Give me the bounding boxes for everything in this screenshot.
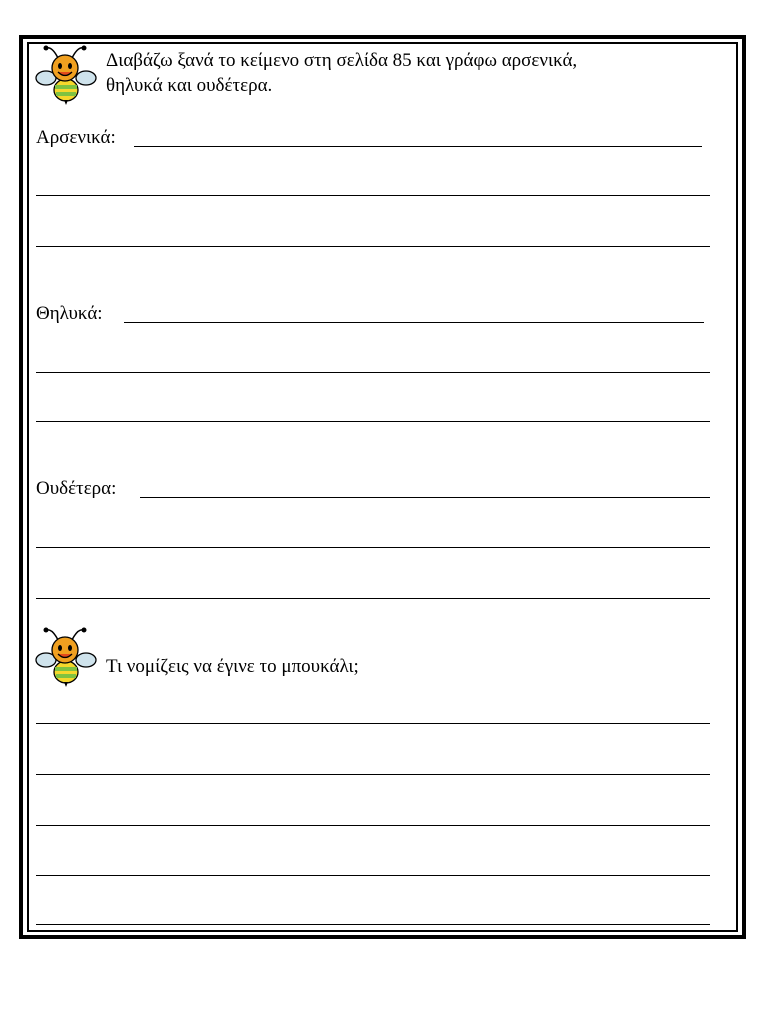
masculine-answer-line-2[interactable] [36,195,710,196]
bee-icon [34,44,98,106]
neuter-label: Ουδέτερα: [36,478,117,499]
page-border-inner [27,42,738,932]
neuter-answer-line-2[interactable] [36,547,710,548]
question-answer-line-1[interactable] [36,723,710,724]
instruction-line-2: θηλυκά και ουδέτερα. [106,75,273,96]
bee-icon [34,626,98,688]
instruction-line-1: Διαβάζω ξανά το κείμενο στη σελίδα 85 και γράφω αρσενικά, [106,50,578,71]
feminine-answer-line-2[interactable] [36,372,710,373]
neuter-answer-line-1[interactable] [140,497,710,498]
feminine-answer-line-1[interactable] [124,322,704,323]
question-text: Τι νομίζεις να έγινε το μπουκάλι; [106,656,359,677]
question-answer-line-4[interactable] [36,875,710,876]
masculine-label: Αρσενικά: [36,127,116,148]
question-answer-line-5[interactable] [36,924,710,925]
question-answer-line-3[interactable] [36,825,710,826]
feminine-label: Θηλυκά: [36,303,103,324]
neuter-answer-line-3[interactable] [36,598,710,599]
masculine-answer-line-3[interactable] [36,246,710,247]
question-answer-line-2[interactable] [36,774,710,775]
feminine-answer-line-3[interactable] [36,421,710,422]
masculine-answer-line-1[interactable] [134,146,702,147]
